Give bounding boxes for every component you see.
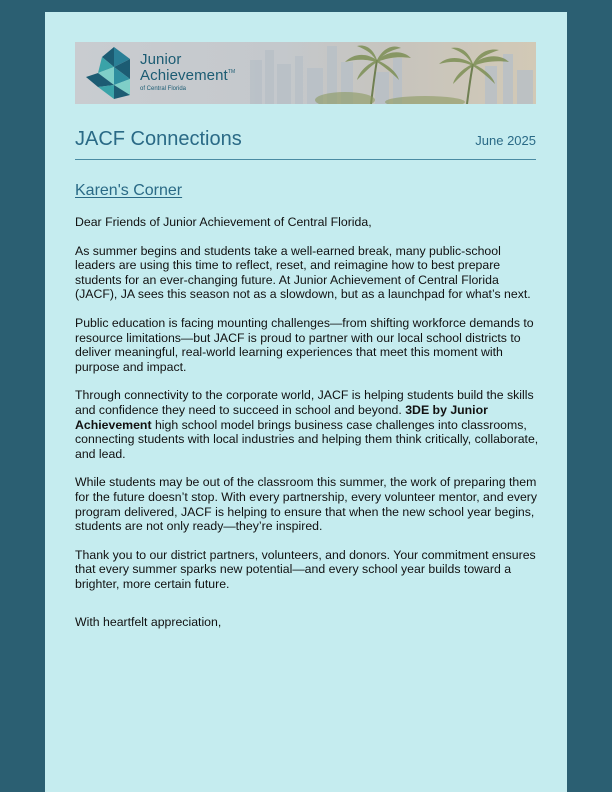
junior-achievement-logo-mark (84, 45, 138, 101)
paragraph-3-intro: Through connectivity to the corporate world, JACF is helping students build the skills and confidence they need to succeed in school and beyond. (75, 388, 534, 417)
letter-body (75, 215, 540, 644)
letter-paragraph-4: While students may be out of the classroom this summer, the work of preparing them for the future doesn’t stop. With every partnership, every volunteer mentor, and every program delivered, JACF is helping to ensure that when the new school year begins, students are not only ready—they’re inspired. (75, 475, 538, 534)
logo-line-region: of Central Florida (140, 86, 187, 92)
header-divider (75, 159, 536, 160)
3de-program-name: 3DE by Junior Achievement (75, 402, 488, 432)
logo-line-junior: Junior (140, 51, 182, 68)
letter-greeting: Dear Friends of Junior Achievement of Central Florida, (75, 215, 372, 229)
letter-paragraph-1: As summer begins and students take a well-earned break, many public-school leaders are using this time to reflect, reset, and reimagine how to best prepare students for an ever-changing future. At Junior Achievement of Central Florida (JACF), JA sees this season not as a slowdown, but as a launchpad for what’s next. (75, 243, 531, 302)
trademark-mark: TM (227, 69, 236, 75)
letter-closing: With heartfelt appreciation, (75, 615, 222, 630)
karens-corner-link[interactable]: Karen's Corner (75, 182, 183, 199)
header-banner (75, 42, 536, 104)
newsletter-card (45, 12, 567, 792)
newsletter-header (75, 128, 536, 156)
junior-achievement-logo-text (140, 52, 235, 94)
paragraph-3-rest: high school model brings business case challenges into classrooms, connecting students with local industries and helping them think critically, collaborate, and lead. (75, 417, 539, 461)
letter-paragraph-3 (75, 388, 540, 461)
logo-line-achievement: Achievement™ (140, 67, 236, 84)
issue-date: June 2025 (475, 133, 536, 148)
letter-paragraph-2: Public education is facing mounting challenges—from shifting workforce demands to resource limitations—but JACF is proud to partner with our local school districts to deliver meaningful, real-world learning experiences that meet this moment with purpose and impact. (75, 315, 534, 374)
letter-paragraph-5: Thank you to our district partners, volunteers, and donors. Your commitment ensures that every summer sparks new potential—and every school year builds toward a brighter, more certain future. (75, 547, 536, 591)
newsletter-title: JACF Connections (75, 128, 242, 150)
